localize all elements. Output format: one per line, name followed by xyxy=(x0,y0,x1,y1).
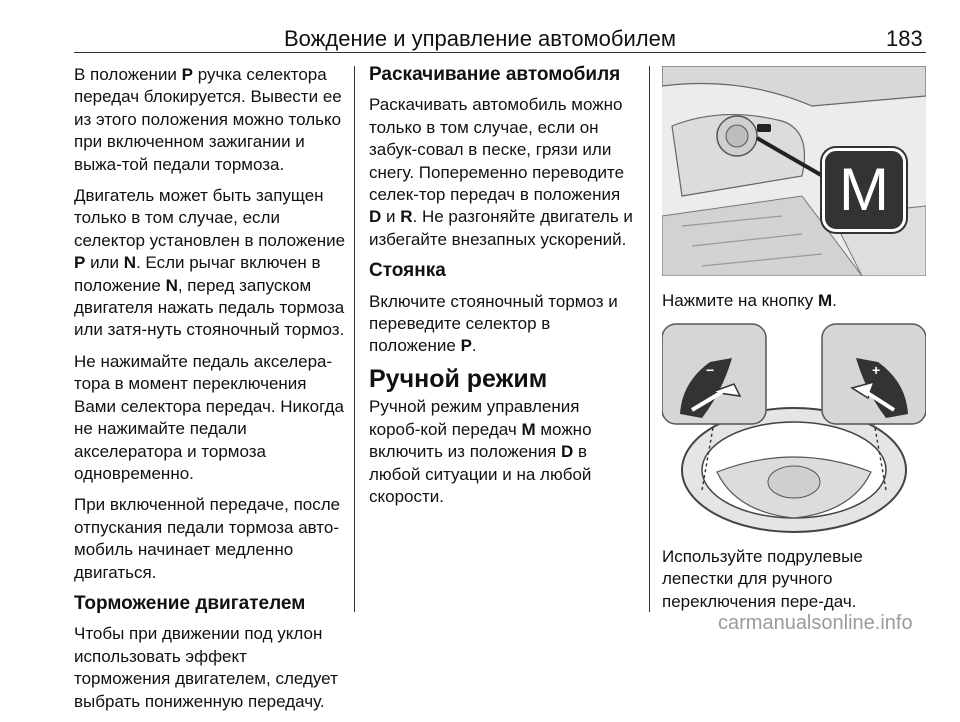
paragraph-rocking: Раскачивать автомобиль можно только в том случае, если он забук-совал в песке, грязи или снегу. Попеременно переводите селек-тор передач в положения D и R. Не разгоняйте двигатель и избегайте внезапных ускорений. xyxy=(369,95,633,249)
column-divider-left xyxy=(354,66,355,612)
paragraph-creep: При включенной передаче, после отпускания педали тормоза авто-мобиль начинает медленно двигаться. xyxy=(74,495,341,582)
heading-engine-braking: Торможение двигателем xyxy=(74,592,306,614)
m-button-badge: M xyxy=(822,148,906,232)
paragraph-manual-mode: Ручной режим управления короб-кой передач M можно включить из положения D в любой ситуации и на любой скорости. xyxy=(369,397,592,506)
middle-column xyxy=(369,64,635,517)
page-number: 183 xyxy=(886,26,923,51)
paragraph-p-lock: В положении P ручка селектора передач блокируется. Вывести ее из этого положения можно только при включенном зажигании и выжа-той педали тормоза. xyxy=(74,65,342,174)
plus-paddle-label: + xyxy=(872,362,881,378)
left-column xyxy=(74,64,346,722)
steering-wheel-illustration xyxy=(662,322,926,536)
figure-m-button xyxy=(662,66,926,276)
minus-paddle-label: − xyxy=(706,362,715,378)
paragraph-engine-start: Двигатель может быть запущен только в том случае, если селектор установлен в положение P или N. Если рычаг включен в положение N, перед запуском двигателя нажать педаль тормоза или затя-нуть стояночный тормоз. xyxy=(74,186,346,340)
heading-parking: Стоянка xyxy=(369,260,446,282)
paragraph-accelerator: Не нажимайте педаль акселера-тора в момент переключения Вами селектора передач. Никогда не нажимайте педали акселератора и тормоза одновременно. xyxy=(74,351,344,483)
caption-paddle-shifters: Используйте подрулевые лепестки для ручного переключения пере-дач. xyxy=(662,547,863,611)
caption-m-button: Нажмите на кнопку M. xyxy=(662,291,837,310)
watermark: carmanualsonline.info xyxy=(718,612,913,634)
heading-manual-mode: Ручной режим xyxy=(369,364,548,393)
paragraph-parking: Включите стояночный тормоз и переведите селектор в положение P. xyxy=(369,291,618,356)
header-rule xyxy=(74,52,926,53)
heading-rocking: Раскачивание автомобиля xyxy=(369,64,621,85)
page-header-title: Вождение и управление автомобилем xyxy=(283,26,677,51)
paragraph-engine-braking: Чтобы при движении под уклон использовать эффект торможения двигателем, следует выбрать пониженную передачу. xyxy=(74,624,338,711)
column-divider-right xyxy=(649,66,650,612)
figure-paddle-shifters xyxy=(662,322,926,536)
